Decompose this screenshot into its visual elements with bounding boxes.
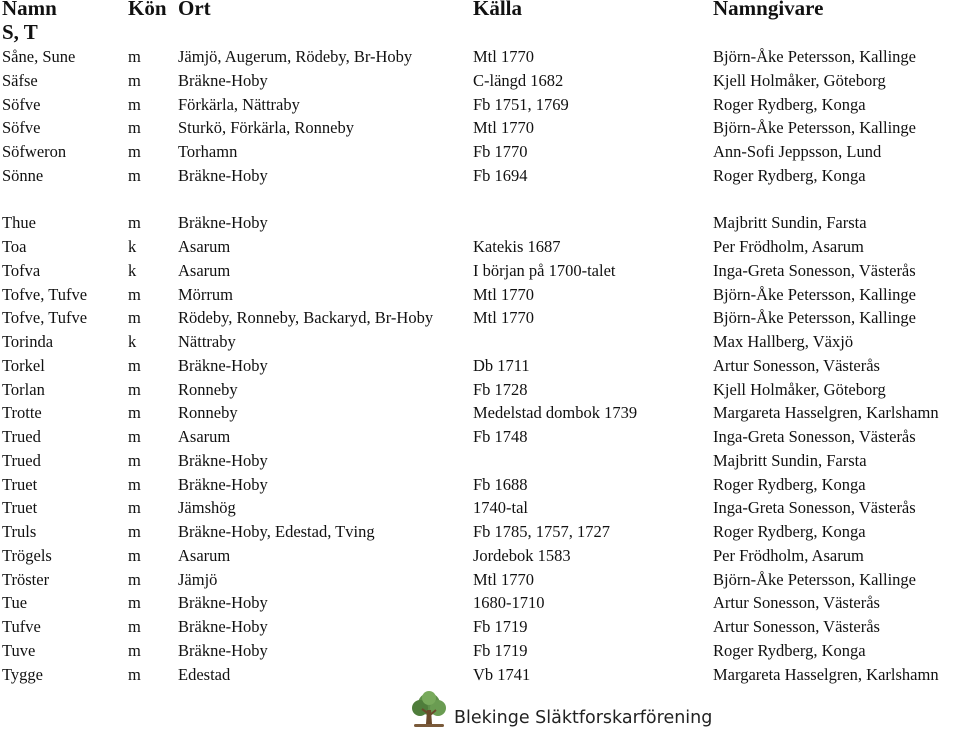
table-row — [0, 330, 960, 354]
cell-source: Vb 1741 — [473, 664, 531, 684]
cell-name: Torlan — [2, 379, 45, 399]
cell-source: Fb 1748 — [473, 427, 528, 446]
cell-contributor: Björn-Åke Petersson, Kallinge — [713, 284, 917, 304]
table-row — [0, 425, 960, 449]
cell-place: Jämjö — [178, 569, 218, 589]
cell-gender: m — [128, 522, 141, 541]
cell-gender: m — [128, 664, 141, 684]
cell-place: Bräkne-Hoby — [178, 640, 268, 660]
table-row — [0, 211, 960, 235]
cell-gender: m — [128, 450, 141, 470]
cell-place: Förkärla, Nättraby — [178, 94, 300, 114]
cell-name: Truls — [2, 522, 37, 541]
cell-gender: m — [128, 379, 141, 399]
cell-place: Torhamn — [178, 142, 238, 161]
cell-source: Fb 1728 — [473, 379, 528, 399]
cell-source: 1680-1710 — [473, 593, 545, 613]
table-row — [0, 235, 960, 259]
cell-gender: m — [128, 355, 141, 375]
cell-contributor: Kjell Holmåker, Göteborg — [713, 379, 886, 399]
cell-source: Fb 1770 — [473, 142, 528, 161]
name-table — [0, 45, 960, 686]
cell-gender: m — [128, 94, 141, 114]
table-row — [0, 140, 960, 164]
table-row — [0, 473, 960, 497]
table-row — [0, 449, 960, 473]
cell-contributor: Roger Rydberg, Konga — [713, 94, 866, 114]
cell-place: Asarum — [178, 260, 231, 280]
cell-name: Toa — [2, 237, 27, 256]
cell-name: Truet — [2, 474, 38, 494]
cell-contributor: Björn-Åke Petersson, Kallinge — [713, 47, 917, 66]
cell-place: Bräkne-Hoby — [178, 450, 268, 470]
cell-contributor: Roger Rydberg, Konga — [713, 640, 866, 660]
cell-gender: m — [128, 617, 141, 636]
cell-gender: m — [128, 47, 141, 66]
cell-contributor: Inga-Greta Sonesson, Västerås — [713, 498, 916, 518]
cell-name: Tofve, Tufve — [2, 308, 88, 328]
cell-gender: m — [128, 70, 141, 90]
cell-name: Söfve — [2, 118, 41, 138]
cell-place: Bräkne-Hoby — [178, 70, 268, 90]
cell-place: Rödeby, Ronneby, Backaryd, Br-Hoby — [178, 308, 434, 328]
row-spacer — [0, 188, 960, 212]
cell-place: Bräkne-Hoby — [178, 165, 268, 185]
cell-contributor: Inga-Greta Sonesson, Västerås — [713, 260, 916, 280]
cell-gender: k — [128, 260, 137, 280]
table-row — [0, 69, 960, 93]
cell-contributor: Inga-Greta Sonesson, Västerås — [713, 427, 916, 446]
cell-name: Tue — [2, 593, 28, 613]
cell-name: Trotte — [2, 403, 42, 423]
cell-contributor: Majbritt Sundin, Farsta — [713, 450, 867, 470]
cell-gender: k — [128, 237, 137, 256]
cell-place: Asarum — [178, 427, 231, 446]
cell-name: Tröster — [2, 569, 50, 589]
table-row — [0, 544, 960, 568]
cell-gender: m — [128, 284, 141, 304]
cell-place: Jämjö, Augerum, Rödeby, Br-Hoby — [178, 47, 413, 66]
cell-place: Edestad — [178, 664, 231, 684]
cell-place: Bräkne-Hoby — [178, 213, 268, 233]
cell-contributor: Björn-Åke Petersson, Kallinge — [713, 118, 917, 138]
cell-place: Bräkne-Hoby — [178, 617, 268, 636]
tree-icon — [408, 690, 450, 730]
cell-place: Sturkö, Förkärla, Ronneby — [178, 118, 354, 138]
cell-name: Såne, Sune — [2, 47, 76, 66]
cell-gender: m — [128, 569, 141, 589]
cell-contributor: Per Frödholm, Asarum — [713, 545, 864, 565]
table-row — [0, 639, 960, 663]
cell-place: Nättraby — [178, 332, 236, 351]
table-row — [0, 259, 960, 283]
section-title: S, T — [2, 20, 38, 44]
cell-contributor: Artur Sonesson, Västerås — [713, 355, 880, 375]
cell-contributor: Ann-Sofi Jeppsson, Lund — [713, 142, 882, 161]
cell-gender: m — [128, 213, 141, 233]
cell-name: Säfse — [2, 70, 38, 90]
cell-name: Tygge — [2, 664, 44, 684]
cell-name: Sönne — [2, 165, 44, 185]
cell-contributor: Roger Rydberg, Konga — [713, 522, 866, 541]
cell-place: Mörrum — [178, 284, 233, 304]
cell-contributor: Margareta Hasselgren, Karlshamn — [713, 403, 939, 423]
cell-source: Db 1711 — [473, 355, 530, 375]
footer-text: Blekinge Släktforskarförening — [454, 708, 713, 728]
table-row — [0, 45, 960, 69]
cell-contributor: Artur Sonesson, Västerås — [713, 617, 880, 636]
table-row — [0, 615, 960, 639]
cell-source: 1740-tal — [473, 498, 528, 518]
table-row — [0, 591, 960, 615]
cell-gender: m — [128, 403, 141, 423]
cell-name: Trued — [2, 427, 41, 446]
cell-gender: m — [128, 118, 141, 138]
cell-name: Torkel — [2, 355, 45, 375]
cell-place: Jämshög — [178, 498, 236, 518]
cell-contributor: Roger Rydberg, Konga — [713, 165, 866, 185]
table-row — [0, 520, 960, 544]
cell-gender: m — [128, 165, 141, 185]
table-row — [0, 354, 960, 378]
cell-name: Söfweron — [2, 142, 67, 161]
cell-source: Mtl 1770 — [473, 308, 534, 328]
cell-contributor: Margareta Hasselgren, Karlshamn — [713, 664, 939, 684]
cell-source: Fb 1719 — [473, 617, 528, 636]
cell-source: Mtl 1770 — [473, 118, 534, 138]
cell-place: Bräkne-Hoby, Edestad, Tving — [178, 522, 375, 541]
cell-contributor: Per Frödholm, Asarum — [713, 237, 864, 256]
cell-contributor: Artur Sonesson, Västerås — [713, 593, 880, 613]
cell-gender: m — [128, 474, 141, 494]
header-contributor: Namngivare — [713, 0, 824, 20]
cell-name: Tuve — [2, 640, 36, 660]
table-row — [0, 378, 960, 402]
cell-contributor: Kjell Holmåker, Göteborg — [713, 70, 886, 90]
cell-gender: m — [128, 593, 141, 613]
cell-place: Bräkne-Hoby — [178, 474, 268, 494]
footer-logo — [408, 690, 738, 730]
cell-gender: m — [128, 142, 141, 161]
cell-gender: k — [128, 332, 137, 351]
cell-name: Trued — [2, 450, 41, 470]
cell-source: C-längd 1682 — [473, 70, 564, 90]
cell-contributor: Roger Rydberg, Konga — [713, 474, 866, 494]
cell-name: Söfve — [2, 94, 41, 114]
cell-place: Asarum — [178, 545, 231, 565]
cell-gender: m — [128, 545, 141, 565]
table-row — [0, 164, 960, 188]
cell-name: Tofve, Tufve — [2, 284, 88, 304]
table-row — [0, 568, 960, 592]
cell-contributor: Max Hallberg, Växjö — [713, 332, 854, 351]
cell-source: I början på 1700-talet — [473, 260, 616, 280]
cell-name: Torinda — [2, 332, 54, 351]
cell-source: Fb 1694 — [473, 165, 528, 185]
cell-gender: m — [128, 640, 141, 660]
cell-contributor: Majbritt Sundin, Farsta — [713, 213, 867, 233]
cell-source: Mtl 1770 — [473, 284, 534, 304]
cell-source: Fb 1688 — [473, 474, 528, 494]
cell-source: Mtl 1770 — [473, 47, 534, 66]
cell-gender: m — [128, 427, 141, 446]
table-row — [0, 663, 960, 687]
cell-place: Ronneby — [178, 379, 238, 399]
cell-place: Asarum — [178, 237, 231, 256]
cell-gender: m — [128, 308, 141, 328]
table-row — [0, 116, 960, 140]
header-gender: Kön — [128, 0, 167, 20]
table-row — [0, 283, 960, 307]
cell-source: Mtl 1770 — [473, 569, 534, 589]
cell-contributor: Björn-Åke Petersson, Kallinge — [713, 569, 917, 589]
cell-name: Tofva — [2, 260, 41, 280]
cell-place: Bräkne-Hoby — [178, 593, 268, 613]
cell-contributor: Björn-Åke Petersson, Kallinge — [713, 308, 917, 328]
cell-source: Jordebok 1583 — [473, 545, 571, 565]
cell-source: Medelstad dombok 1739 — [473, 403, 638, 423]
header-source: Källa — [473, 0, 523, 20]
cell-place: Bräkne-Hoby — [178, 355, 268, 375]
cell-place: Ronneby — [178, 403, 238, 423]
table-row — [0, 401, 960, 425]
cell-source: Fb 1785, 1757, 1727 — [473, 522, 611, 541]
header-name: Namn — [2, 0, 57, 20]
header-place: Ort — [178, 0, 211, 20]
cell-source: Katekis 1687 — [473, 237, 561, 256]
cell-name: Thue — [2, 213, 36, 233]
cell-source: Fb 1751, 1769 — [473, 94, 569, 114]
cell-name: Trögels — [2, 545, 52, 565]
cell-name: Tufve — [2, 617, 41, 636]
cell-gender: m — [128, 498, 141, 518]
table-row — [0, 306, 960, 330]
cell-name: Truet — [2, 498, 38, 518]
table-row — [0, 93, 960, 117]
cell-source: Fb 1719 — [473, 640, 528, 660]
table-row — [0, 496, 960, 520]
